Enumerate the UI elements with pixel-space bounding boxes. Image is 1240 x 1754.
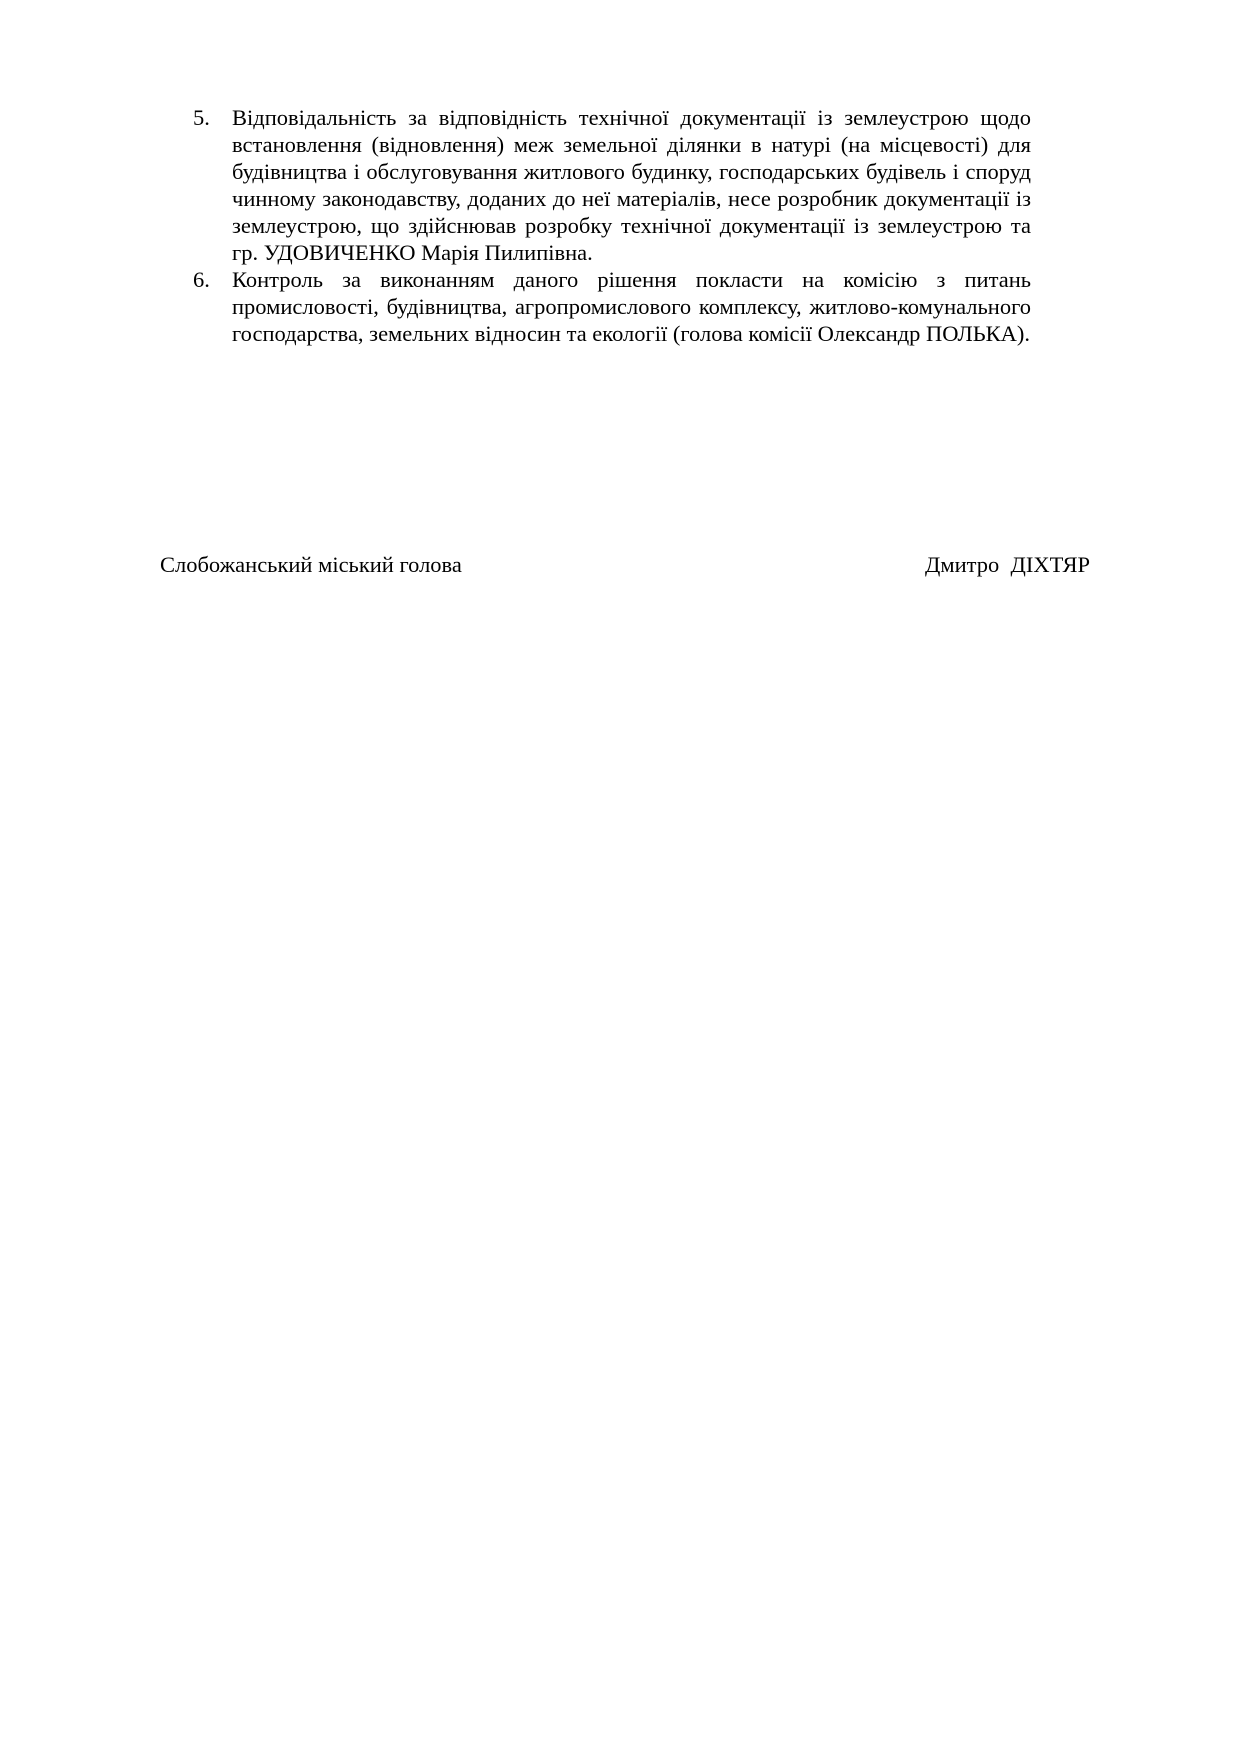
signature-row (160, 551, 1090, 578)
list-item-text: Відповідальність за відповідність технічної документації із землеустрою щодо встановлення (відновлення) меж земельної ділянки в натурі (на місцевості) для будівництва і обслуговування житлового будинку, господарських будівель і споруд чинному законодавству, доданих до неї матеріалів, несе розробник документації із землеустрою, що здійснював розробку технічної документації із землеустрою та гр. УДОВИЧЕНКО Марія Пилипівна. (232, 105, 1031, 265)
list-item-number: 5. (193, 105, 210, 130)
list-item (193, 104, 1031, 266)
list-item (193, 266, 1031, 347)
list-item-number: 6. (193, 267, 210, 292)
list-item-text: Контроль за виконанням даного рішення покласти на комісію з питань промисловості, будівництва, агропромислового комплексу, житлово-комунального господарства, земельних відносин та екології (голова комісії Олександр ПОЛЬКА). (232, 267, 1031, 346)
signature-title: Слобожанський міський голова (160, 552, 462, 577)
numbered-list (193, 104, 1031, 347)
signature-name: Дмитро ДІХТЯР (925, 552, 1090, 577)
